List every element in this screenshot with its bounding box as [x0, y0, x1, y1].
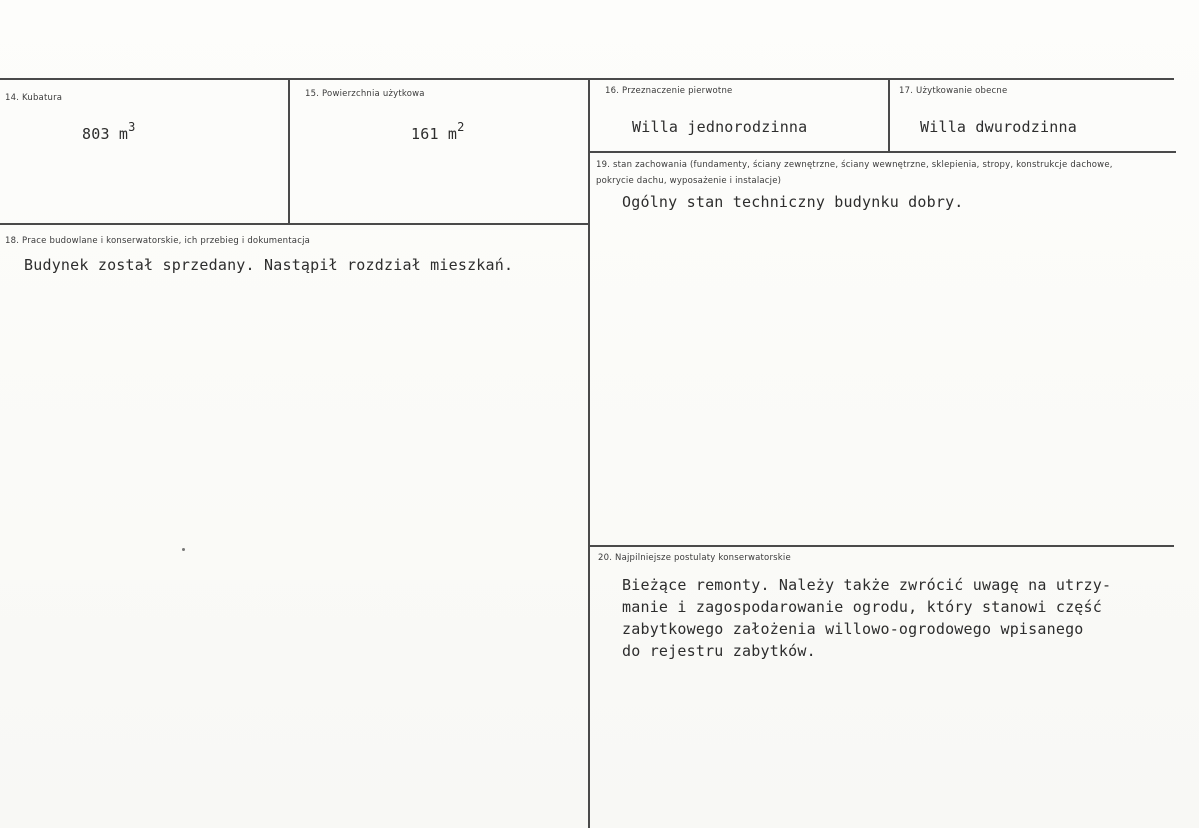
field-20-value	[622, 574, 1111, 662]
field-15-value	[411, 122, 465, 143]
field-14-value	[82, 122, 136, 143]
field-14-label: 14. Kubatura	[5, 93, 63, 103]
field-15-number: 161 m	[411, 125, 458, 143]
field-19-label: 19. stan zachowania (fundamenty, ściany zewnętrzne, ściany wewnętrzne, sklepienia, stropy, konstrukcje dachowe, pokrycie dachu, wyposażenie i instalacje)	[596, 160, 1113, 186]
rule-below-14-15	[0, 223, 589, 225]
paper-speck	[182, 548, 185, 551]
divider-14-15	[288, 79, 290, 225]
field-17-label: 17. Użytkowanie obecne	[899, 86, 1008, 96]
field-14-number: 803 m	[82, 125, 129, 143]
field-20-line-2: manie i zagospodarowanie ogrodu, który stanowi część	[622, 598, 1102, 616]
rule-below-16-17	[589, 151, 1176, 153]
field-20-line-1: Bieżące remonty. Należy także zwrócić uwagę na utrzy-	[622, 576, 1112, 594]
top-rule	[0, 78, 1174, 80]
field-20-line-4: do rejestru zabytków.	[622, 642, 816, 660]
rule-above-20	[589, 545, 1174, 547]
divider-16-17	[888, 79, 890, 151]
field-16-label: 16. Przeznaczenie pierwotne	[605, 86, 733, 96]
field-17-value: Willa dwurodzinna	[920, 118, 1077, 136]
field-18-value: Budynek został sprzedany. Nastąpił rozdział mieszkań.	[24, 256, 514, 274]
field-20-line-3: zabytkowego założenia willowo-ogrodowego wpisanego	[622, 620, 1084, 638]
center-divider	[588, 79, 590, 828]
field-16-value: Willa jednorodzinna	[632, 118, 808, 136]
field-20-label: 20. Najpilniejsze postulaty konserwatorskie	[598, 553, 791, 563]
field-15-label: 15. Powierzchnia użytkowa	[305, 89, 425, 99]
field-15-unit-exponent: 2	[457, 120, 465, 134]
field-14-unit-exponent: 3	[128, 120, 136, 134]
field-18-label: 18. Prace budowlane i konserwatorskie, ich przebieg i dokumentacja	[5, 236, 311, 246]
field-19-value: Ogólny stan techniczny budynku dobry.	[622, 193, 964, 211]
